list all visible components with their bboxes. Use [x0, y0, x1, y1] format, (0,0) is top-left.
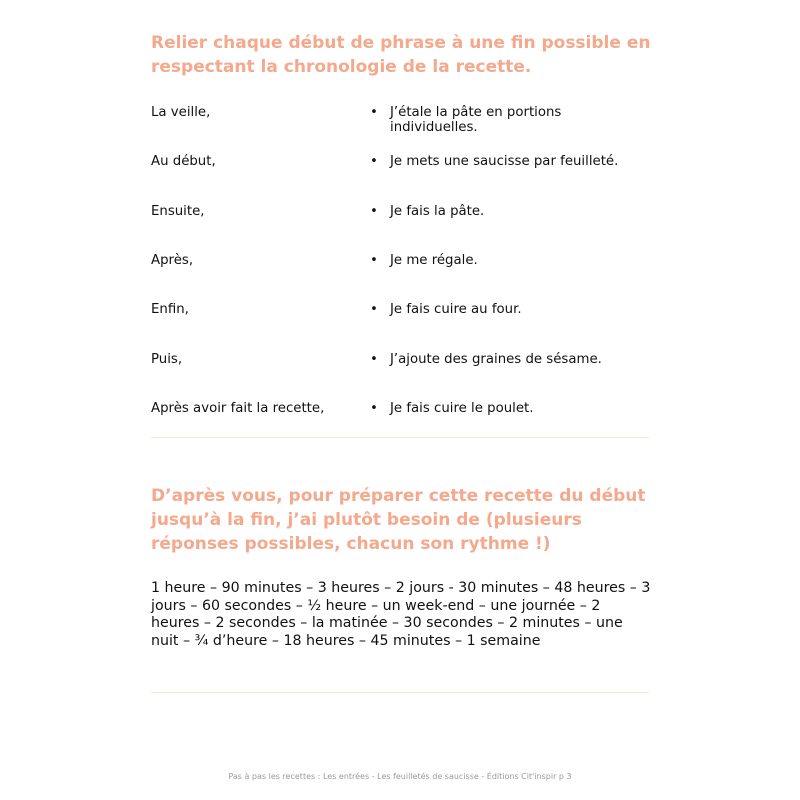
matching-row: [151, 154, 651, 174]
bullet-point: •: [370, 204, 378, 219]
matching-row: [151, 105, 651, 135]
sentence-start: Puis,: [151, 352, 183, 367]
matching-row: [151, 401, 651, 421]
matching-row: [151, 253, 651, 273]
section-divider: [151, 692, 649, 693]
sentence-end: J’ajoute des graines de sésame.: [390, 352, 602, 367]
sentence-end: Je fais cuire au four.: [390, 302, 522, 317]
page-footer: Pas à pas les recettes : Les entrées - Les feuilletés de saucisse - Éditions Cit'inspir p 3: [228, 772, 572, 781]
sentence-start: Enfin,: [151, 302, 189, 317]
duration-options: 1 heure – 90 minutes – 3 heures – 2 jours - 30 minutes – 48 heures – 3 jours – 60 secondes – ½ heure – un week-end – une journée – 2 heures – 2 secondes – la matinée – 30 secondes – 2 minutes – une nuit – ¾ d’heure – 18 heures – 45 minutes – 1 semaine: [151, 580, 651, 649]
sentence-start: La veille,: [151, 105, 211, 120]
sentence-end: Je me régale.: [390, 253, 478, 268]
sentence-start: Au début,: [151, 154, 216, 169]
bullet-point: •: [370, 253, 378, 268]
bullet-point: •: [370, 105, 378, 120]
sentence-end: J’étale la pâte en portions individuelles.: [390, 105, 562, 135]
bullet-point: •: [370, 401, 378, 416]
matching-row: [151, 352, 651, 372]
sentence-start: Ensuite,: [151, 204, 205, 219]
sentence-end: Je mets une saucisse par feuilleté.: [390, 154, 619, 169]
exercise2-question: D’après vous, pour préparer cette recette du début jusqu’à la fin, j’ai plutôt besoin de (plusieurs réponses possibles, chacun son rythme !): [151, 486, 646, 554]
section-divider: [151, 437, 649, 438]
sentence-start: Après avoir fait la recette,: [151, 401, 325, 416]
bullet-point: •: [370, 352, 378, 367]
matching-row: [151, 302, 651, 322]
bullet-point: •: [370, 154, 378, 169]
sentence-end: Je fais la pâte.: [390, 204, 485, 219]
matching-row: [151, 204, 651, 224]
sentence-end: Je fais cuire le poulet.: [390, 401, 534, 416]
sentence-start: Après,: [151, 253, 194, 268]
bullet-point: •: [370, 302, 378, 317]
exercise1-instruction: Relier chaque début de phrase à une fin possible en respectant la chronologie de la recette.: [151, 33, 651, 77]
